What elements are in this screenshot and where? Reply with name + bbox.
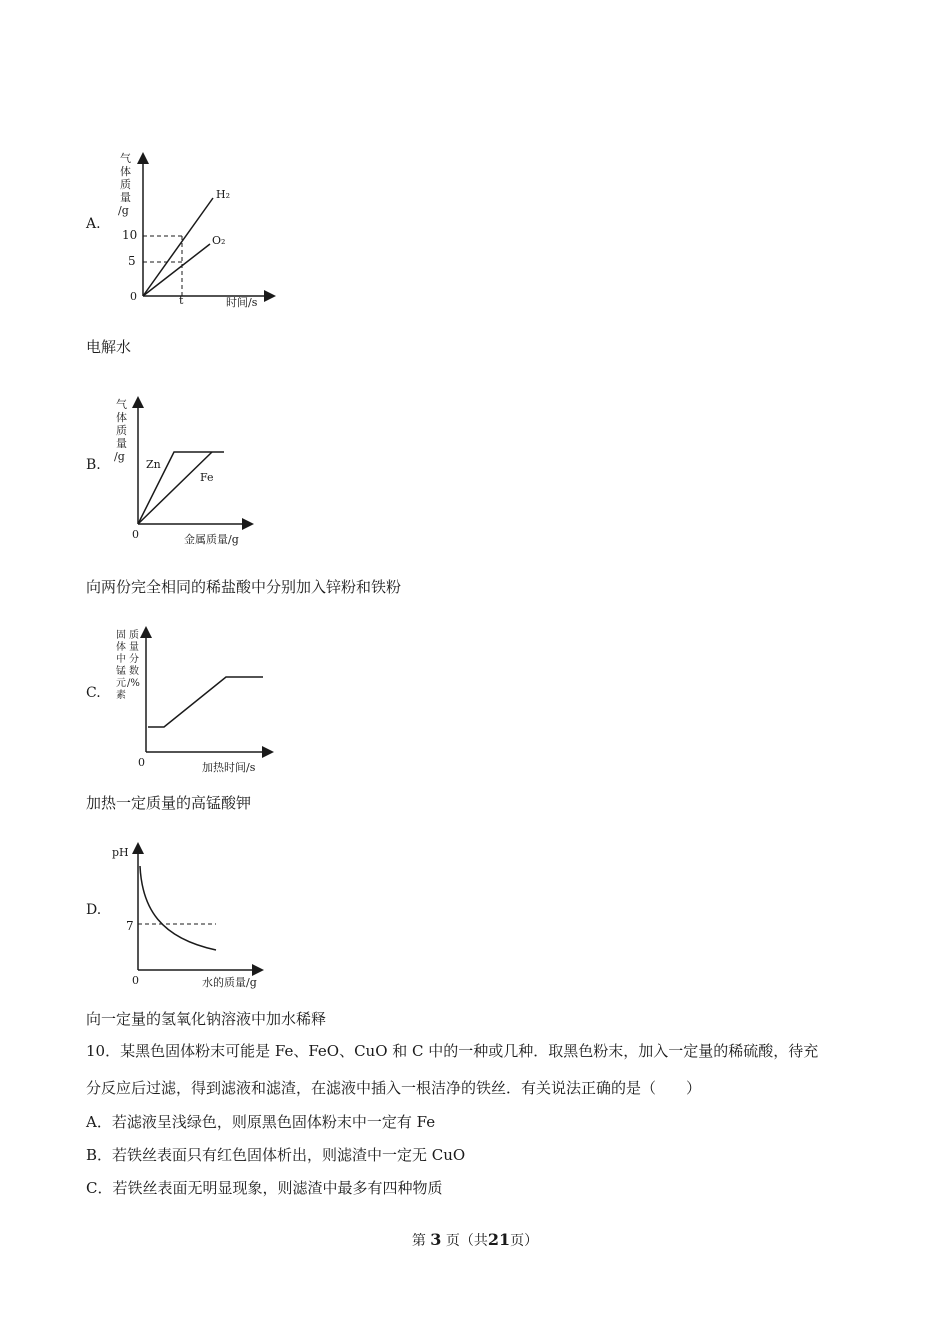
svg-text:元: 元	[116, 678, 126, 689]
option-a-label: A.	[86, 216, 101, 232]
svg-text:质: 质	[129, 630, 139, 641]
y-label-char-2: 体	[116, 411, 127, 424]
svg-text:素: 素	[116, 690, 126, 701]
x-label: 金属质量/g	[184, 533, 239, 546]
x-label: 水的质量/g	[202, 976, 257, 989]
y-label-char-4: 量	[116, 437, 127, 450]
y-label-char-2: 体	[120, 165, 131, 178]
svg-text:分: 分	[129, 654, 139, 665]
fe-label: Fe	[200, 471, 214, 484]
tick-10: 10	[122, 228, 138, 242]
graph-d-ph	[108, 838, 278, 996]
svg-text:锰: 锰	[116, 666, 126, 677]
question-10-option-a: A．若滤液呈浅绿色，则原黑色固体粉末中一定有 Fe	[86, 1113, 436, 1131]
caption-b: 向两份完全相同的稀盐酸中分别加入锌粉和铁粉	[86, 578, 402, 596]
svg-text:数: 数	[129, 666, 139, 677]
svg-text:量: 量	[129, 642, 139, 653]
question-10-option-c: C．若铁丝表面无明显现象，则滤渣中最多有四种物质	[86, 1179, 443, 1197]
x-label: 加热时间/s	[202, 761, 256, 774]
o2-line	[143, 244, 210, 296]
tick-t: t	[179, 294, 184, 307]
y-label-char-3: 质	[116, 424, 127, 437]
x-label: 时间/s	[226, 296, 258, 309]
caption-d: 向一定量的氢氧化钠溶液中加水稀释	[86, 1010, 327, 1028]
y-label-char-3: 质	[120, 178, 131, 191]
caption-c: 加热一定质量的高锰酸钾	[86, 794, 252, 812]
zn-label: Zn	[146, 458, 161, 471]
y-label-unit: /g	[118, 204, 129, 217]
y-label-char-1: 气	[120, 152, 131, 165]
origin: 0	[132, 974, 139, 987]
option-d-label: D.	[86, 902, 102, 918]
question-10-line-1: 10．某黑色固体粉末可能是 Fe、FeO、CuO 和 C 中的一种或几种．取黑色粉末，加入一定量的稀硫酸，待充	[86, 1042, 819, 1060]
svg-text:/%: /%	[127, 678, 140, 689]
total-pages: 21	[487, 1230, 511, 1249]
origin: 0	[130, 290, 137, 303]
tick-5: 5	[128, 254, 136, 268]
current-page: 3	[430, 1230, 442, 1249]
svg-text:固: 固	[116, 630, 126, 641]
caption-a: 电解水	[86, 338, 132, 356]
origin: 0	[138, 756, 145, 769]
y-label: pH	[112, 846, 129, 859]
option-b-label: B.	[86, 457, 101, 473]
page-footer: 第 3 页（共21页）	[411, 1230, 539, 1249]
svg-text:中: 中	[116, 654, 126, 665]
y-label-unit: /g	[114, 450, 125, 463]
origin: 0	[132, 528, 139, 541]
graph-c-kmno4	[108, 622, 278, 780]
graph-b-metals	[108, 392, 273, 552]
ph-curve	[140, 866, 216, 950]
o2-label: O₂	[212, 234, 226, 247]
option-c-label: C.	[86, 685, 101, 701]
graph-a-electrolysis	[108, 148, 278, 313]
question-10-line-2: 分反应后过滤，得到滤液和滤渣，在滤液中插入一根洁净的铁丝．有关说法正确的是（ ）	[86, 1079, 702, 1097]
h2-line	[143, 198, 213, 296]
y-label-char-1: 气	[116, 398, 127, 411]
svg-text:体: 体	[116, 642, 126, 653]
tick-7: 7	[126, 919, 134, 933]
mn-fraction-line	[148, 677, 263, 727]
y-label-char-4: 量	[120, 191, 131, 204]
h2-label: H₂	[216, 188, 231, 201]
question-10-option-b: B．若铁丝表面只有红色固体析出，则滤渣中一定无 CuO	[86, 1146, 466, 1164]
